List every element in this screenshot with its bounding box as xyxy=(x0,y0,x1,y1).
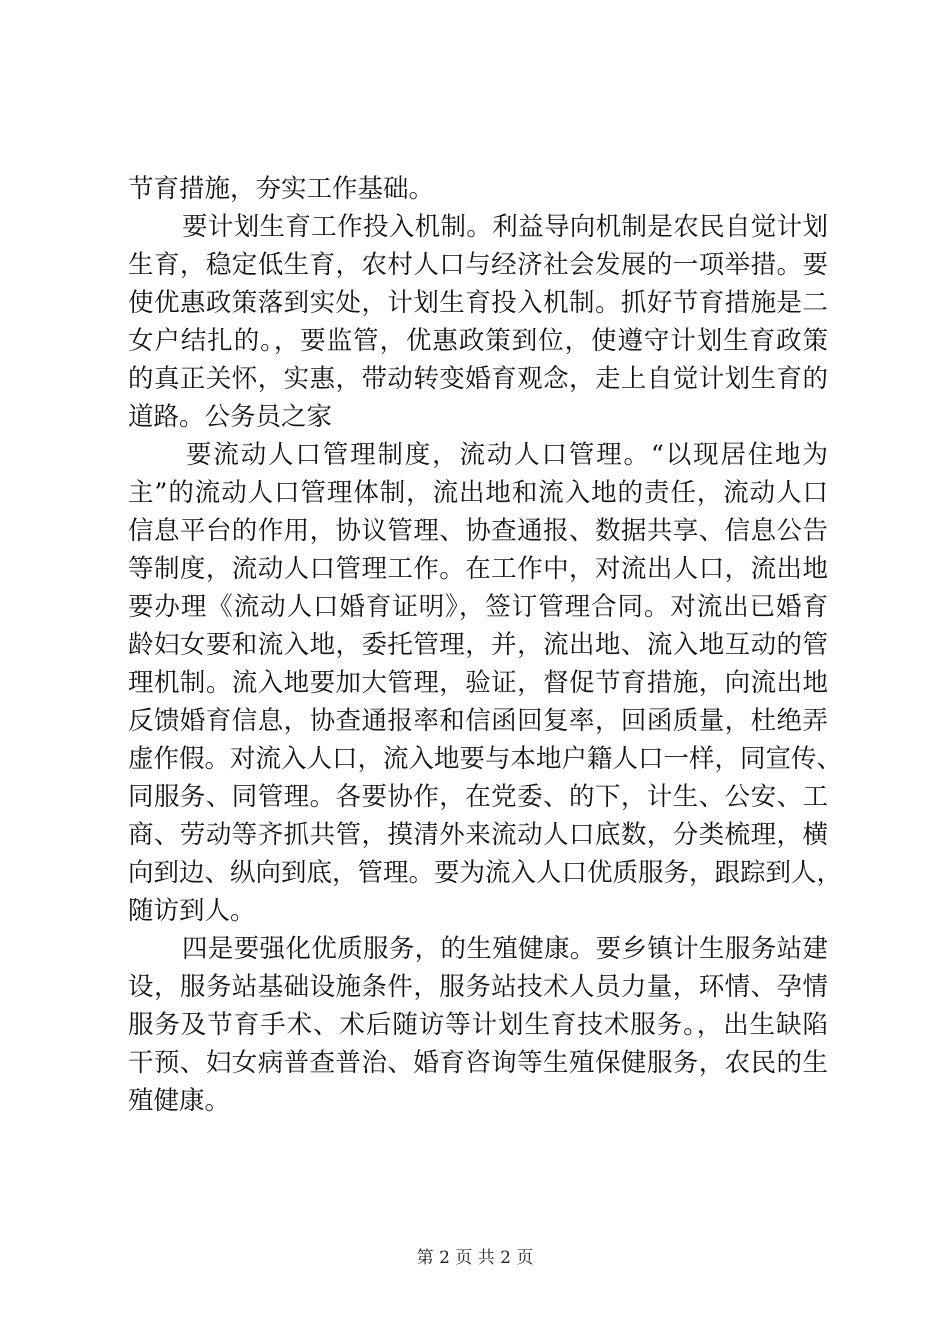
text-line: 反馈婚育信息，协查通报率和信函回复率，回函质量，杜绝弄 xyxy=(128,706,828,736)
text-line: 要办理《流动人口婚育证明》，签订管理合同。对流出已婚育 xyxy=(128,592,828,622)
text-line: 要计划生育工作投入机制。利益导向机制是农民自觉计划 xyxy=(182,212,828,242)
text-line: 生育，稳定低生育，农村人口与经济社会发展的一项举措。要 xyxy=(128,250,828,280)
text-line: 殖健康。 xyxy=(128,1086,231,1116)
text-line: 向到边、纵向到底，管理。要为流入人口优质服务，跟踪到人， xyxy=(128,858,843,888)
text-line: 设，服务站基础设施条件，服务站技术人员力量，环情、孕情 xyxy=(128,972,828,1002)
page-number-footer: 第 2 页 共 2 页 xyxy=(416,1248,534,1268)
text-line: 等制度，流动人口管理工作。在工作中，对流出人口，流出地 xyxy=(128,554,828,584)
document-body xyxy=(128,170,843,1120)
text-line: 使优惠政策落到实处，计划生育投入机制。抓好节育措施是二 xyxy=(128,288,828,318)
text-line: 要流动人口管理制度，流动人口管理。“以现居住地为 xyxy=(186,440,828,470)
text-line: 龄妇女要和流入地，委托管理，并，流出地、流入地互动的管 xyxy=(128,630,828,660)
text-line: 商、劳动等齐抓共管，摸清外来流动人口底数，分类梳理，横 xyxy=(128,820,828,850)
text-line: 信息平台的作用，协议管理、协查通报、数据共享、信息公告 xyxy=(128,516,828,546)
text-line: 四是要强化优质服务，的生殖健康。要乡镇计生服务站建 xyxy=(182,934,828,964)
text-line: 主”的流动人口管理体制，流出地和流入地的责任，流动人口 xyxy=(128,478,828,508)
text-line: 女户结扎的。，要监管，优惠政策到位，使遵守计划生育政策 xyxy=(128,326,828,356)
text-line: 虚作假。对流入人口，流入地要与本地户籍人口一样，同宣传、 xyxy=(128,744,843,774)
text-line: 的真正关怀，实惠，带动转变婚育观念，走上自觉计划生育的 xyxy=(128,364,828,394)
text-line: 服务及节育手术、术后随访等计划生育技术服务。，出生缺陷 xyxy=(128,1010,828,1040)
text-line: 同服务、同管理。各要协作，在党委、的下，计生、公安、工 xyxy=(128,782,828,812)
text-line: 道路。公务员之家 xyxy=(128,402,333,432)
text-line: 干预、妇女病普查普治、婚育咨询等生殖保健服务，农民的生 xyxy=(128,1048,828,1078)
text-line: 理机制。流入地要加大管理，验证，督促节育措施，向流出地 xyxy=(128,668,828,698)
text-line: 随访到人。 xyxy=(128,896,256,926)
text-line: 节育措施，夯实工作基础。 xyxy=(128,174,435,204)
